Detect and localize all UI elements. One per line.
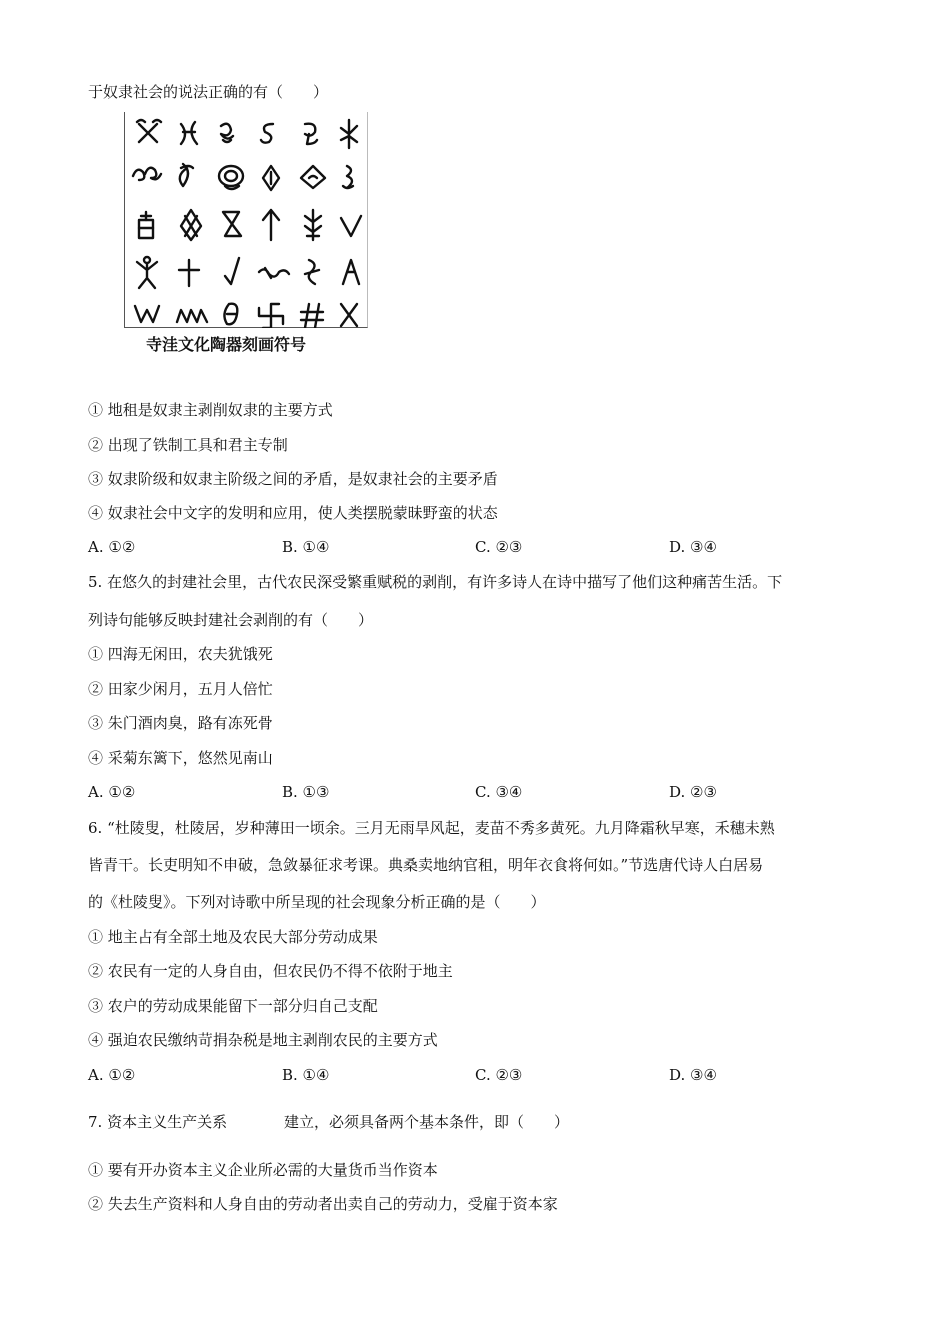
symbol-3-6	[341, 216, 361, 236]
q4-option-a[interactable]: A. ①②	[88, 538, 136, 556]
q5-item-2: ② 田家少闲月，五月人倍忙	[88, 680, 273, 698]
symbol-4-6	[343, 260, 359, 284]
symbol-5-5	[301, 304, 323, 328]
q5-option-a[interactable]: A. ①②	[88, 783, 136, 801]
q6-option-d[interactable]: D. ③④	[669, 1066, 717, 1084]
symbol-3-4	[263, 210, 279, 240]
q7-item-1: ① 要有开办资本主义企业所必需的大量货币当作资本	[88, 1161, 438, 1179]
symbol-4-2	[179, 260, 199, 286]
figure-caption: 寺洼文化陶器刻画符号	[146, 335, 307, 354]
symbol-3-1	[139, 212, 153, 238]
q4-item-2: ② 出现了铁制工具和君主专制	[88, 436, 288, 454]
q7-stem-part-2: 建立，必须具备两个基本条件，即（ ）	[284, 1113, 570, 1131]
symbol-2-5	[301, 166, 325, 188]
symbol-2-1	[133, 168, 161, 180]
q6-stem-line-1: 6. “杜陵叟，杜陵居，岁种薄田一顷余。三月无雨旱风起，麦苗不秀多黄死。九月降霜秋早寒，禾穗未熟	[88, 819, 775, 837]
q4-item-3: ③ 奴隶阶级和奴隶主阶级之间的矛盾，是奴隶社会的主要矛盾	[88, 470, 498, 488]
symbol-5-3	[224, 304, 237, 325]
symbol-2-6	[343, 166, 353, 188]
symbol-2-3	[219, 166, 243, 189]
q6-item-2: ② 农民有一定的人身自由，但农民仍不得不依附于地主	[88, 962, 453, 980]
q4-option-c[interactable]: C. ②③	[475, 538, 523, 556]
q4-option-d[interactable]: D. ③④	[669, 538, 717, 556]
symbol-3-3	[223, 212, 241, 236]
q5-option-c[interactable]: C. ③④	[475, 783, 523, 801]
symbol-1-4	[261, 124, 273, 143]
symbol-1-3	[221, 124, 233, 142]
q6-item-4: ④ 强迫农民缴纳苛捐杂税是地主剥削农民的主要方式	[88, 1031, 438, 1049]
q5-item-1: ① 四海无闲田，农夫犹饿死	[88, 645, 273, 663]
q6-option-b[interactable]: B. ①④	[282, 1066, 330, 1084]
q7-stem-part-1: 7. 资本主义生产关系	[88, 1113, 228, 1131]
q6-stem-line-2: 皆青干。长吏明知不申破，急敛暴征求考课。典桑卖地纳官租，明年衣食将何如。”节选唐代诗人白居易	[88, 856, 764, 874]
q5-option-d[interactable]: D. ②③	[669, 783, 717, 801]
symbol-1-2	[181, 122, 197, 144]
q4-option-b[interactable]: B. ①④	[282, 538, 330, 556]
q6-item-3: ③ 农户的劳动成果能留下一部分归自己支配	[88, 997, 378, 1015]
symbol-5-4	[259, 304, 283, 328]
q5-item-3: ③ 朱门酒肉臭，路有冻死骨	[88, 714, 273, 732]
symbol-3-5	[305, 210, 321, 240]
q6-option-a[interactable]: A. ①②	[88, 1066, 136, 1084]
symbol-5-6	[341, 304, 357, 326]
q4-item-1: ① 地租是奴隶主剥削奴隶的主要方式	[88, 401, 333, 419]
symbol-4-5	[305, 260, 319, 284]
symbol-5-2	[177, 310, 207, 322]
q4-item-4: ④ 奴隶社会中文字的发明和应用，使人类摆脱蒙昧野蛮的状态	[88, 504, 498, 522]
symbol-1-1	[137, 120, 161, 142]
q5-option-b[interactable]: B. ①③	[282, 783, 330, 801]
symbol-4-3	[225, 258, 239, 284]
symbol-2-4	[263, 166, 279, 190]
q5-item-4: ④ 采菊东篱下，悠然见南山	[88, 749, 273, 767]
q7-item-2: ② 失去生产资料和人身自由的劳动者出卖自己的劳动力，受雇于资本家	[88, 1195, 558, 1213]
q6-option-c[interactable]: C. ②③	[475, 1066, 523, 1084]
pottery-symbols-figure	[124, 112, 368, 328]
q5-stem-line-1: 5. 在悠久的封建社会里，古代农民深受繁重赋税的剥削，有许多诗人在诗中描写了他们这种痛苦生活。下	[88, 573, 783, 591]
symbol-2-2	[180, 164, 193, 186]
symbol-1-5	[305, 124, 317, 144]
q5-stem-line-2: 列诗句能够反映封建社会剥削的有（ ）	[88, 611, 374, 629]
symbol-4-4	[259, 268, 289, 278]
symbol-1-6	[341, 120, 357, 148]
symbol-3-2	[181, 210, 201, 240]
q6-stem-line-3: 的《杜陵叟》。下列对诗歌中所呈现的社会现象分析正确的是（ ）	[88, 893, 546, 911]
question-intro-line: 于奴隶社会的说法正确的有（ ）	[88, 83, 329, 101]
q6-item-1: ① 地主占有全部土地及农民大部分劳动成果	[88, 928, 378, 946]
symbol-5-1	[135, 306, 159, 322]
symbol-4-1	[137, 257, 157, 288]
